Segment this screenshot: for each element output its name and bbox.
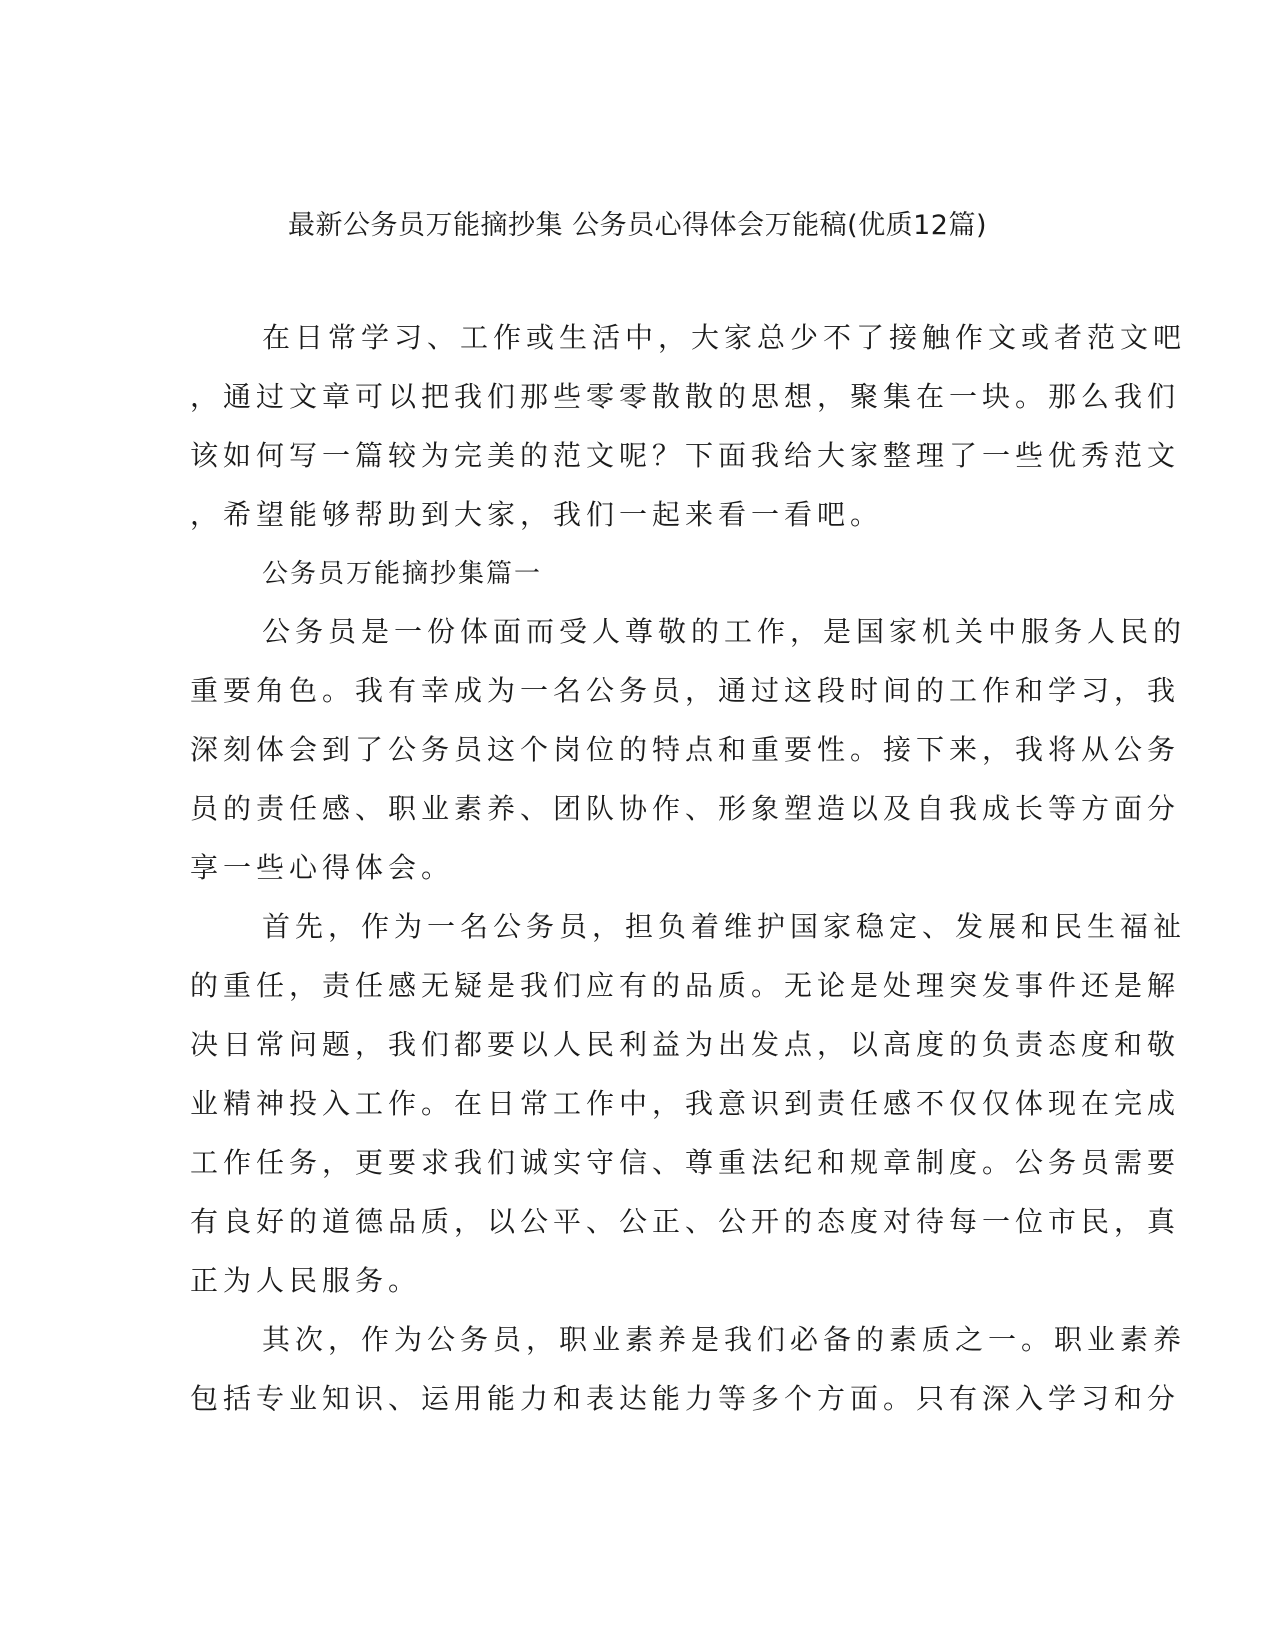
paragraph-line: 工作任务，更要求我们诚实守信、尊重法纪和规章制度。公务员需要 <box>190 1146 1181 1179</box>
paragraph-line: 在日常学习、工作或生活中，大家总少不了接触作文或者范文吧 <box>262 321 1187 354</box>
document-title: 最新公务员万能摘抄集 公务员心得体会万能稿(优质12篇) <box>287 210 987 241</box>
paragraph-line: 重要角色。我有幸成为一名公务员，通过这段时间的工作和学习，我 <box>190 674 1181 707</box>
paragraph-line: 首先，作为一名公务员，担负着维护国家稳定、发展和民生福祉 <box>262 910 1187 943</box>
paragraph-line: 的重任，责任感无疑是我们应有的品质。无论是处理突发事件还是解 <box>190 969 1181 1002</box>
paragraph-line: ，希望能够帮助到大家，我们一起来看一看吧。 <box>190 498 884 531</box>
paragraph-line: 公务员是一份体面而受人尊敬的工作，是国家机关中服务人民的 <box>262 615 1187 648</box>
paragraph-line: 该如何写一篇较为完美的范文呢？下面我给大家整理了一些优秀范文 <box>190 439 1181 472</box>
section-heading: 公务员万能摘抄集篇一 <box>262 559 543 589</box>
paragraph-line: 员的责任感、职业素养、团队协作、形象塑造以及自我成长等方面分 <box>190 792 1181 825</box>
paragraph-line: 其次，作为公务员，职业素养是我们必备的素质之一。职业素养 <box>262 1323 1187 1356</box>
paragraph-line: 正为人民服务。 <box>190 1264 422 1297</box>
paragraph-line: 业精神投入工作。在日常工作中，我意识到责任感不仅仅体现在完成 <box>190 1087 1181 1120</box>
paragraph-line: 包括专业知识、运用能力和表达能力等多个方面。只有深入学习和分 <box>190 1382 1181 1415</box>
paragraph-line: 有良好的道德品质，以公平、公正、公开的态度对待每一位市民，真 <box>190 1205 1181 1238</box>
paragraph-line: 深刻体会到了公务员这个岗位的特点和重要性。接下来，我将从公务 <box>190 733 1181 766</box>
paragraph-line: 享一些心得体会。 <box>190 851 455 884</box>
paragraph-line: ，通过文章可以把我们那些零零散散的思想，聚集在一块。那么我们 <box>190 380 1181 413</box>
paragraph-line: 决日常问题，我们都要以人民利益为出发点，以高度的负责态度和敬 <box>190 1028 1181 1061</box>
